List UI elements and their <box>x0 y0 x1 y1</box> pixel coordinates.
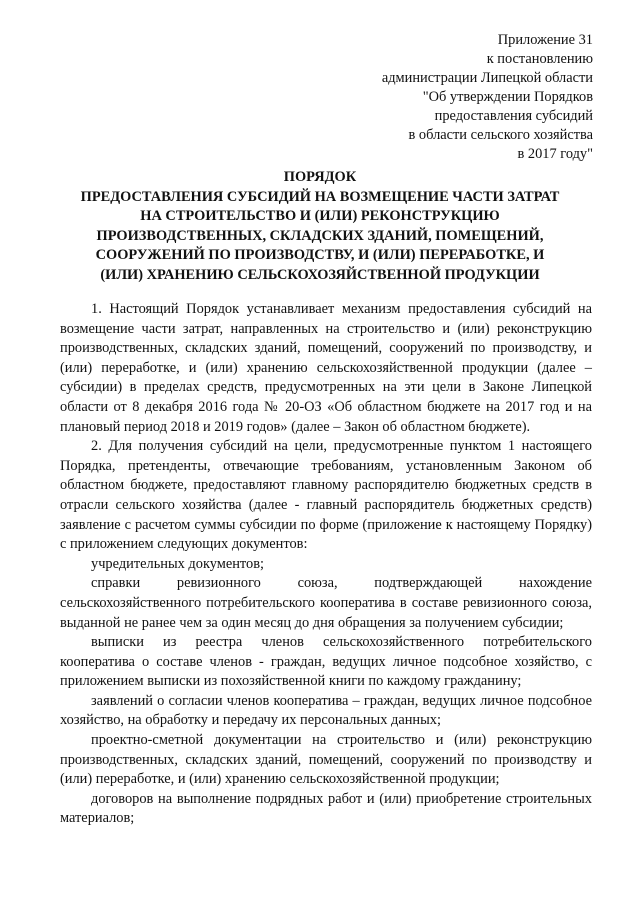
appendix-line: в 2017 году" <box>517 146 593 162</box>
document-body <box>60 300 592 829</box>
list-item: справки ревизионного союза, подтверждающей нахождение сельскохозяйственного потребительского кооператива в составе ревизионного союза, выданной не ранее чем за один месяц до дня обращения за получением субсидии; <box>60 575 592 631</box>
list-item: заявлений о согласии членов кооператива – граждан, ведущих личное подсобное хозяйство, на обработку и передачу их персональных данных; <box>60 692 592 729</box>
title-line: ПРОИЗВОДСТВЕННЫХ, СКЛАДСКИХ ЗДАНИЙ, ПОМЕЩЕНИЙ, <box>96 227 544 244</box>
appendix-line: в области сельского хозяйства <box>408 127 593 143</box>
appendix-line: к постановлению <box>486 51 593 67</box>
appendix-line: "Об утверждении Порядков <box>422 89 593 105</box>
appendix-line: предоставления субсидий <box>434 108 593 124</box>
appendix-line: администрации Липецкой области <box>381 70 593 86</box>
title-line: ПРЕДОСТАВЛЕНИЯ СУБСИДИЙ НА ВОЗМЕЩЕНИЕ ЧАСТИ ЗАТРАТ <box>80 188 560 205</box>
list-item: проектно-сметной документации на строительство и (или) реконструкцию производственных, складских зданий, помещений, сооружений по производству и (или) переработке, и (или) хранению сельскохозяйственной продукции; <box>60 732 592 788</box>
list-item: выписки из реестра членов сельскохозяйственного потребительского кооператива о составе членов - граждан, ведущих личное подсобное хозяйство, с приложением выписки из похозяйственной книги по каждому гражданину; <box>60 634 592 690</box>
document-title <box>60 168 580 285</box>
appendix-header <box>293 31 593 164</box>
paragraph-1: 1. Настоящий Порядок устанавливает механизм предоставления субсидий на возмещение части затрат, направленных на строительство и (или) реконструкцию производственных, складских зданий, помещений, сооружений по производству, и (или) переработке, и (или) хранению сельскохозяйственной продукции (далее – субсидии) в пределах средств, предусмотренных на эти цели в Законе Липецкой области от 8 декабря 2016 года № 20-ОЗ «Об областном бюджете на 2017 год и на плановый период 2018 и 2019 годов» (далее – Закон об областном бюджете). <box>60 301 592 435</box>
paragraph-2: 2. Для получения субсидий на цели, предусмотренные пунктом 1 настоящего Порядка, претенденты, отвечающие требованиям, установленным Законом об областном бюджете, предоставляют главному распорядителю бюджетных средств в отрасли сельского хозяйства (далее - главный распорядитель бюджетных средств) заявление с расчетом суммы субсидии по форме (приложение к настоящему Порядку) с приложением следующих документов: <box>60 438 592 553</box>
title-line: НА СТРОИТЕЛЬСТВО И (ИЛИ) РЕКОНСТРУКЦИЮ <box>140 208 500 224</box>
title-line: (ИЛИ) ХРАНЕНИЮ СЕЛЬСКОХОЗЯЙСТВЕННОЙ ПРОДУКЦИИ <box>100 266 540 283</box>
list-item: учредительных документов; <box>91 555 265 572</box>
list-item: договоров на выполнение подрядных работ и (или) приобретение строительных материалов; <box>60 790 592 827</box>
title-line: ПОРЯДОК <box>283 169 357 185</box>
title-line: СООРУЖЕНИЙ ПО ПРОИЗВОДСТВУ, И (ИЛИ) ПЕРЕРАБОТКЕ, И <box>95 247 545 263</box>
appendix-line: Приложение 31 <box>497 32 593 48</box>
